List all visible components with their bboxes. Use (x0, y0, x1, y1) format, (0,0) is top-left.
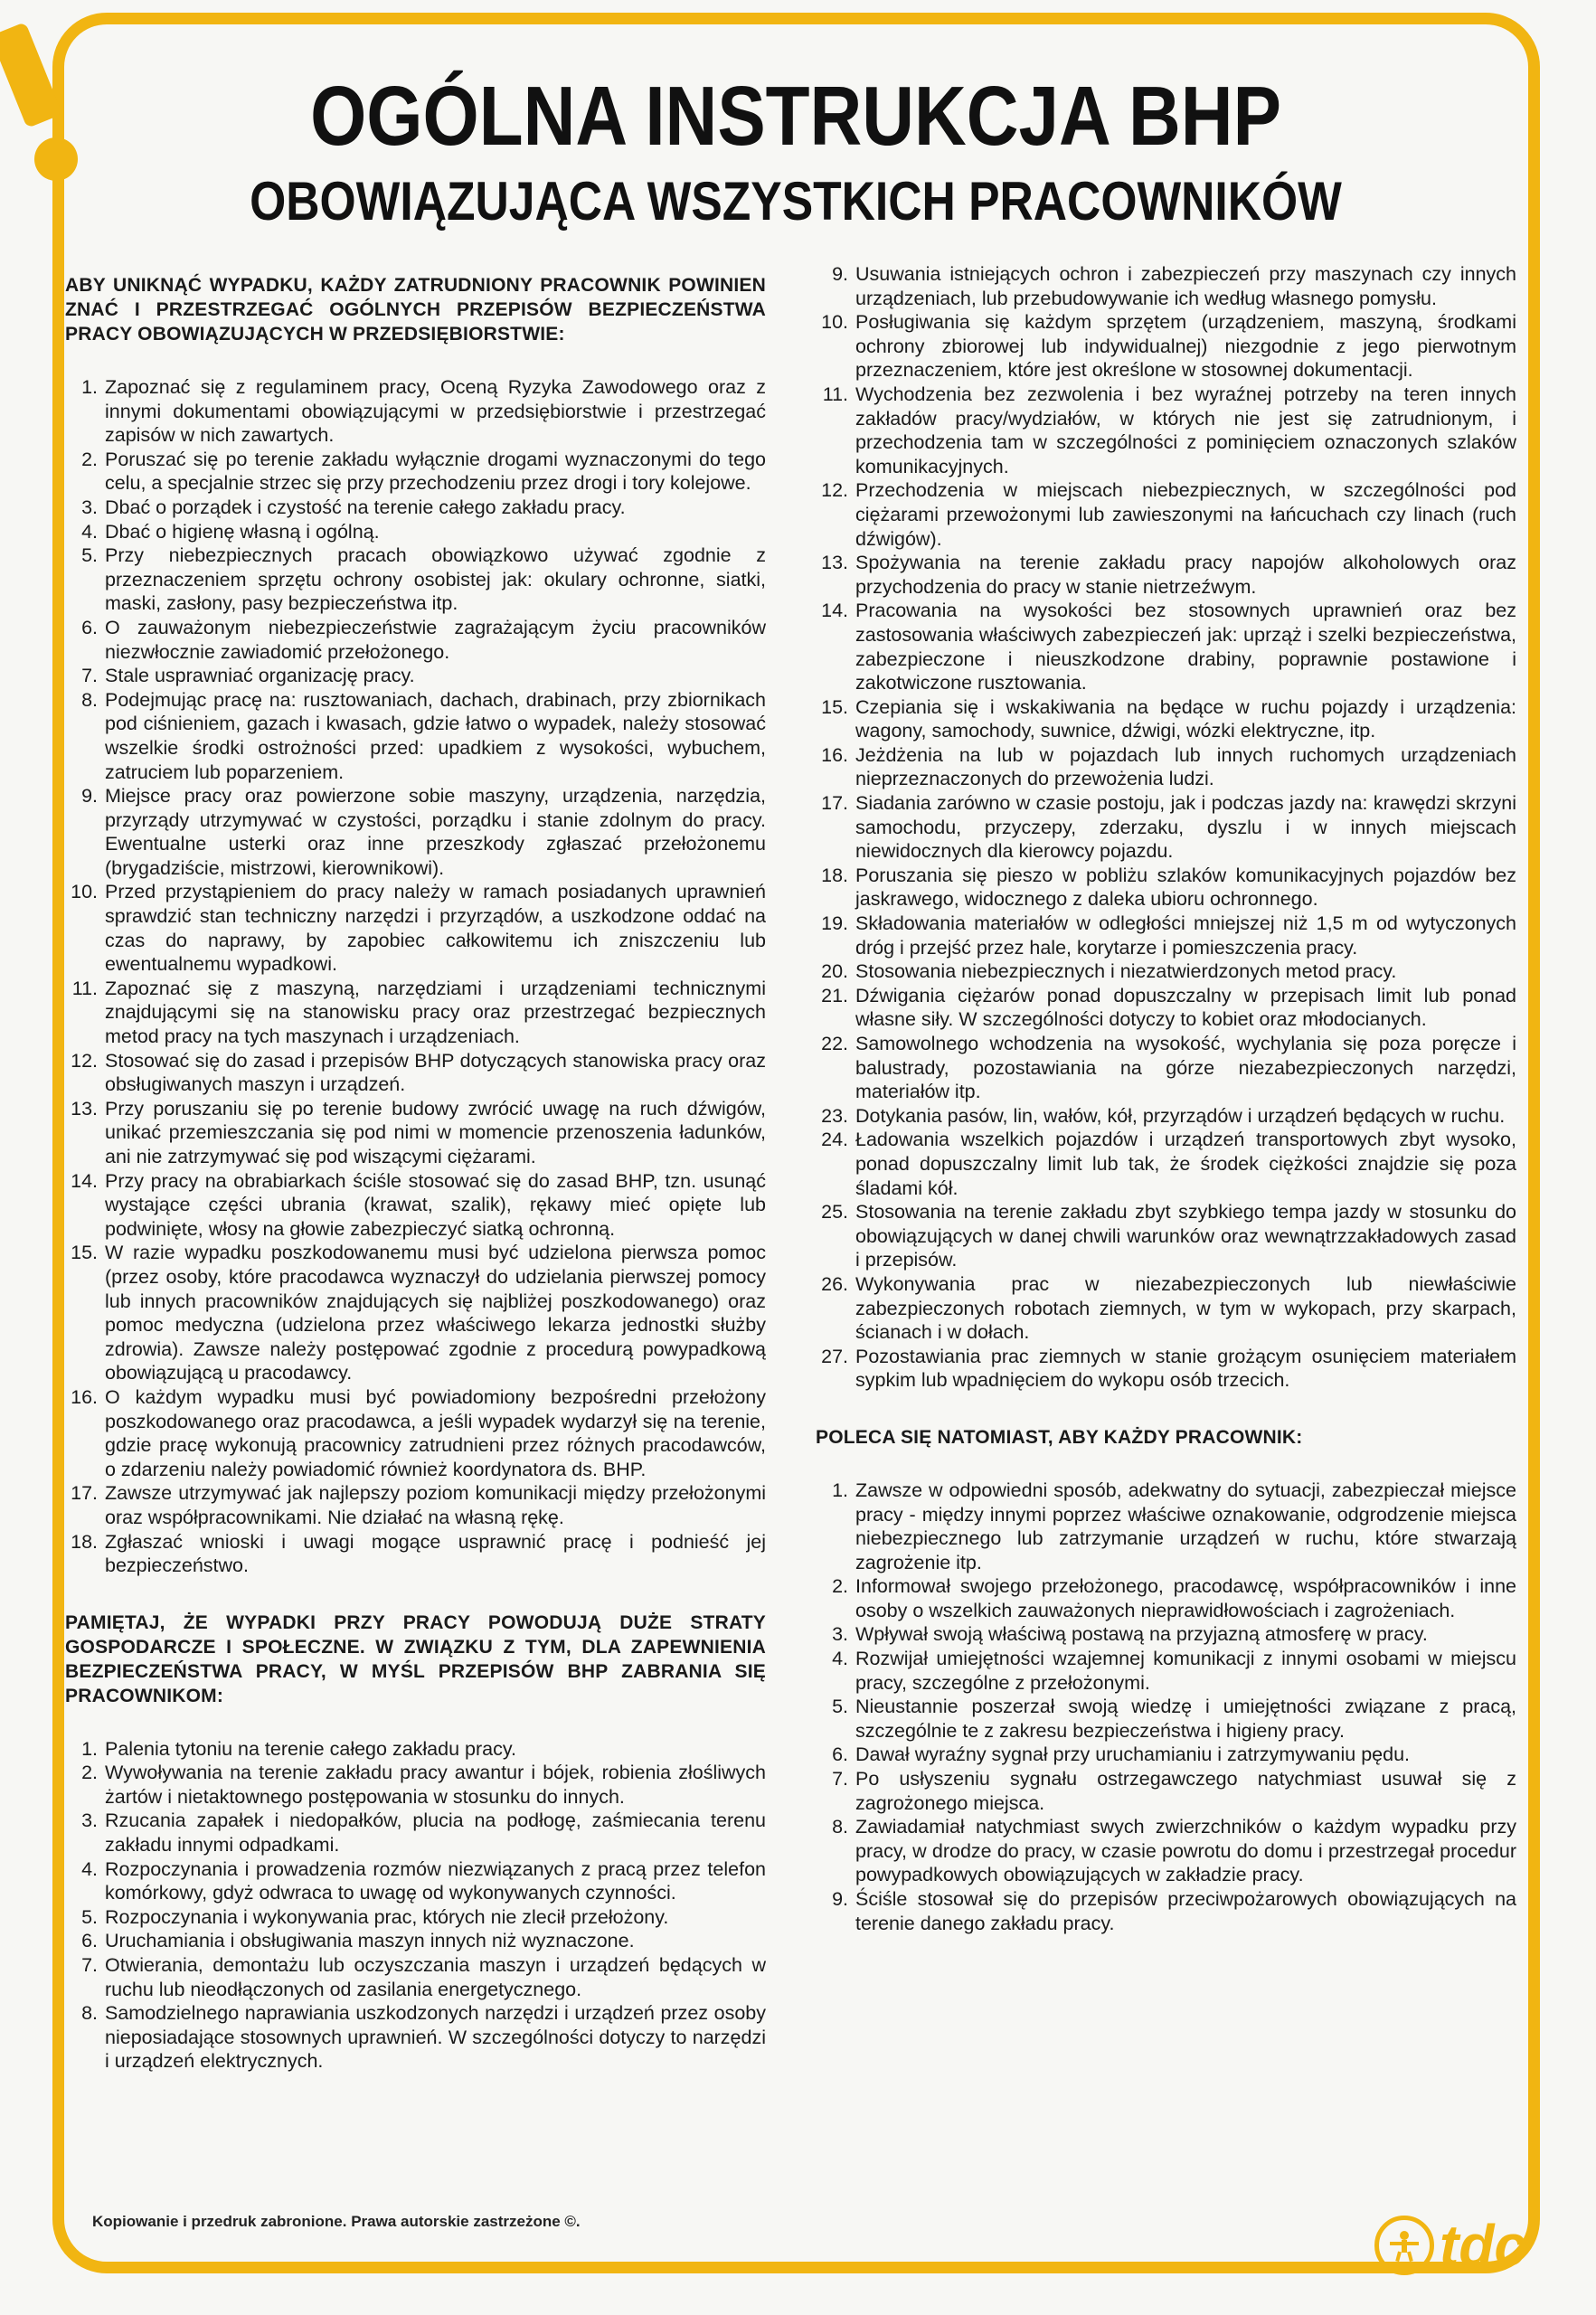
item-text: Uruchamiania i obsługiwania maszyn innych niż wyznaczone. (105, 1930, 635, 1952)
item-text: Dźwigania ciężarów ponad dopuszczalny w przepisach limit lub ponad własne siły. W szczególności dotyczy to kobiet oraz młodocianych. (855, 984, 1516, 1031)
item-text: Podejmując pracę na: rusztowaniach, dachach, drabinach, przy zbiornikach pod ciśnieniem, gazach i kwasach, gdzie łatwo o wypadek, należy stosować wszelkie środki ostrożności przed: upadkiem z wysokości, wybuchem, zatruciem lub poparzeniem. (105, 688, 766, 783)
item-number: 16. (821, 743, 848, 766)
item-number: 6. (81, 1930, 98, 1952)
list-item (816, 262, 1516, 310)
item-text: Zapoznać się z regulaminem pracy, Oceną Ryzyka Zawodowego oraz z innymi dokumentami obowiązującymi w przedsiębiorstwie i przestrzegać zapisów w nich zawartych. (105, 376, 766, 447)
item-number: 13. (71, 1097, 98, 1120)
list-item (65, 688, 766, 784)
item-number: 7. (81, 1954, 98, 1977)
item-text: W razie wypadku poszkodowanemu musi być udzielona pierwsza pomoc (przez osoby, które pracodawca wyznaczył do udzielania pierwszej pomocy lub innych pracowników znajdujących się najbliżej poszkodowanego) oraz pomoc medyczna (udzielona przez właściwego lekarza jednostki służby zdrowia). Zawsze należy postępować zgodnie z procedurą powypadkową obowiązującą u pracodawcy. (105, 1242, 766, 1384)
item-text: Stosowania niebezpiecznych i niezatwierdzonych metod pracy. (855, 960, 1397, 983)
list-item (65, 1049, 766, 1097)
item-number: 17. (71, 1482, 98, 1505)
item-text: Czepiania się i wskakiwania na będące w ruchu pojazdy i urządzenia: wagony, samochody, suwnice, dźwigi, wózki elektryczne, itp. (855, 695, 1516, 742)
item-text: Przy pracy na obrabiarkach ściśle stosować się do zasad BHP, tzn. usunąć wystające części ubrania (krawat, szalik), rękawy mieć opięte lub podwinięte, włosy na głowie zabezpieczyć siatką ochronną. (105, 1169, 766, 1240)
list-item (65, 880, 766, 976)
list-item (65, 977, 766, 1049)
item-number: 9. (81, 785, 98, 808)
list-item (816, 1647, 1516, 1695)
list-item (816, 1887, 1516, 1935)
item-text: Przechodzenia w miejscach niebezpiecznych, w szczególności pod ciężarami przewożonymi lub zawieszonymi na łańcuchach czy linach (ruch dźwigów). (855, 479, 1516, 550)
list-item (816, 959, 1516, 984)
remember-heading: PAMIĘTAJ, ŻE WYPADKI PRZY PRACY POWODUJĄ DUŻE STRATY GOSPODARCZE I SPOŁECZNE. W ZWIĄZKU Z TYM, DLA ZAPEWNIENIA BEZPIECZEŃSTWA PRACY, W MYŚL PRZEPISÓW BHP ZABRANIA SIĘ PRACOWNIKOM: (65, 1611, 766, 1706)
item-text: Nieustannie poszerzał swoją wiedzę i umiejętności związane z pracą, szczególnie te z zakresu bezpieczeństwa i higieny pracy. (855, 1696, 1516, 1742)
item-text: Palenia tytoniu na terenie całego zakładu pracy. (105, 1737, 516, 1760)
recommended-list (816, 1479, 1516, 1935)
list-item (65, 1097, 766, 1169)
item-number: 5. (81, 544, 98, 567)
item-number: 24. (821, 1129, 848, 1151)
item-text: Przed przystąpieniem do pracy należy w ramach posiadanych uprawnień sprawdzić stan techniczny narzędzi i przyrządów, a uszkodzone oddać na czas do naprawy, by zapobiec całkowitemu ich zniszczeniu lub ewentualnemu wypadkowi. (105, 881, 766, 976)
item-text: Spożywania na terenie zakładu pracy napojów alkoholowych oraz przychodzenia do pracy w stanie nietrzeźwym. (855, 552, 1516, 598)
item-text: Pracowania na wysokości bez stosownych uprawnień oraz bez zastosowania właściwych zabezpieczeń jak: uprząż i szelki bezpieczeństwa, zabezpieczone i nieuszkodzone drabiny, poprawnie postawione i zakotwiczone rusztowania. (855, 600, 1516, 694)
right-column (816, 262, 1516, 1935)
brand-logo (1374, 2212, 1526, 2279)
list-item (816, 599, 1516, 694)
list-item (65, 1905, 766, 1930)
item-number: 10. (821, 311, 848, 334)
list-item (65, 448, 766, 496)
item-text: Zawiadamiał natychmiast swych zwierzchników o każdym wypadku przy pracy, w drodze do pracy, w czasie powrotu do domu i przestrzegał procedur powypadkowych obowiązujących w zakładzie pracy. (855, 1816, 1516, 1886)
item-number: 8. (81, 2002, 98, 2025)
item-number: 5. (832, 1696, 848, 1718)
list-item (65, 1530, 766, 1578)
item-text: Rzucania zapałek i niedopałków, plucia na podłogę, zaśmiecania terenu zakładu innymi odpadkami. (105, 1809, 766, 1857)
item-number: 15. (821, 695, 848, 718)
item-text: Składowania materiałów w odległości mniejszej niż 1,5 m od wytyczonych dróg i przejść przez hale, korytarze i pomieszczenia pracy. (855, 912, 1516, 959)
item-text: Posługiwania się każdym sprzętem (urządzeniem, maszyną, środkami ochrony zbiorowej lub indywidualnej) niezgodnie z jego pierwotnym przeznaczeniem, które jest określone w stosownej dokumentacji. (855, 311, 1516, 382)
item-number: 3. (81, 1809, 98, 1832)
list-item (816, 743, 1516, 791)
item-number: 19. (821, 912, 848, 935)
list-item (816, 1479, 1516, 1574)
item-text: O każdym wypadku musi być powiadomiony bezpośredni przełożony poszkodowanego oraz pracodawca, a jeśli wypadek wydarzył się na terenie, gdzie pracę wykonują pracownicy zatrudnieni przez różnych pracodawców, o zdarzeniu należy powiadomić również koordynatora ds. BHP. (105, 1385, 766, 1480)
list-item (65, 543, 766, 616)
item-number: 14. (71, 1169, 98, 1192)
item-number: 7. (81, 665, 98, 687)
item-text: Dotykania pasów, lin, wałów, kół, przyrządów i urządzeń będących w ruchu. (855, 1104, 1506, 1127)
list-item (65, 664, 766, 688)
list-item (65, 375, 766, 448)
list-item (816, 478, 1516, 551)
item-text: Rozpoczynania i prowadzenia rozmów niezwiązanych z pracą przez telefon komórkowy, gdyż odwraca to uwagę od wykonywanych czynności. (105, 1857, 766, 1904)
list-item (65, 520, 766, 544)
item-text: Stale usprawniać organizację pracy. (105, 665, 415, 687)
list-item (816, 383, 1516, 478)
item-text: Przy poruszaniu się po terenie budowy zwrócić uwagę na ruch dźwigów, unikać przemieszczania się pod nimi w momencie przenoszenia ładunków, ani nie zatrzymywać się pod wiszącymi ciężarami. (105, 1097, 766, 1167)
left-column (65, 273, 766, 2074)
list-item (816, 1743, 1516, 1767)
item-text: Dbać o higienę własną i ogólną. (105, 520, 380, 543)
list-item (65, 496, 766, 520)
duties-list (65, 375, 766, 1578)
list-item (816, 1345, 1516, 1393)
item-number: 16. (71, 1385, 98, 1408)
list-item (816, 1200, 1516, 1272)
item-text: Wywoływania na terenie zakładu pracy awantur i bójek, robienia złośliwych żartów i nietaktownego postępowania w stosunku do innych. (105, 1762, 766, 1808)
item-number: 4. (81, 520, 98, 543)
item-number: 18. (71, 1530, 98, 1553)
item-text: Otwierania, demontażu lub oczyszczania maszyn i urządzeń będących w ruchu lub nieodłączonych od zasilania energetycznego. (105, 1954, 766, 2000)
item-text: Ładowania wszelkich pojazdów i urządzeń transportowych zbyt wysoko, ponad dopuszczalny limit lub tak, że środek ciężkości znajdzie się poza śladami kół. (855, 1129, 1516, 1199)
item-number: 20. (821, 960, 848, 983)
item-number: 21. (821, 984, 848, 1006)
list-item (65, 1241, 766, 1385)
item-number: 17. (821, 792, 848, 815)
item-text: Po usłyszeniu sygnału ostrzegawczego natychmiast usuwał się z zagrożonego miejsca. (855, 1768, 1516, 1814)
item-text: Przy niebezpiecznych pracach obowiązkowo używać zgodnie z przeznaczeniem sprzętu ochrony osobistej jak: okulary ochronne, siatki, maski, zasłony, pasy bezpieczeństwa itp. (105, 544, 766, 615)
list-item (816, 1815, 1516, 1887)
copyright-footer: Kopiowanie i przedruk zabronione. Prawa autorskie zastrzeżone ©. (92, 2213, 581, 2230)
list-item (816, 1272, 1516, 1345)
item-number: 2. (832, 1575, 848, 1598)
logo-text: tdc (1440, 2213, 1526, 2278)
list-item (816, 912, 1516, 959)
item-number: 2. (81, 1762, 98, 1784)
item-number: 12. (821, 479, 848, 502)
list-item (65, 1169, 766, 1242)
item-number: 4. (81, 1857, 98, 1880)
page-subtitle: OBOWIĄZUJĄCA WSZYSTKICH PRACOWNIKÓW (250, 171, 1342, 232)
intro-heading: ABY UNIKNĄĆ WYPADKU, KAŻDY ZATRUDNIONY PRACOWNIK POWINIEN ZNAĆ I PRZESTRZEGAĆ OGÓLNYCH PRZEPISÓW BEZPIECZEŃSTWA PRACY OBOWIĄZUJĄCYCH W PRZEDSIĘBIORSTWIE: (65, 275, 766, 345)
item-text: Wpływał swoją właściwą postawą na przyjazną atmosferę w pracy. (855, 1623, 1428, 1646)
item-number: 18. (821, 864, 848, 886)
item-number: 1. (81, 376, 98, 398)
list-item (816, 310, 1516, 383)
item-text: Poruszać się po terenie zakładu wyłącznie drogami wyznaczonymi do tego celu, a specjalnie strzec się przy przechodzeniu przez drogi i tory kolejowe. (105, 448, 766, 495)
list-item (65, 1929, 766, 1953)
item-text: Miejsce pracy oraz powierzone sobie maszyny, urządzenia, narzędzia, przyrządy utrzymywać w czystości, porządku i stanie zdolnym do pracy. Ewentualne usterki oraz inne przeszkody zgłaszać przełożonemu (brygadziście, mistrzowi, kierownikowi). (105, 785, 766, 879)
item-text: Pozostawiania prac ziemnych w stanie grożącym osunięciem materiałem sypkim lub wpadnięciem do wykopu osób trzecich. (855, 1345, 1516, 1392)
recommend-heading: POLECA SIĘ NATOMIAST, ABY KAŻDY PRACOWNIK: (816, 1426, 1303, 1448)
list-item (816, 864, 1516, 912)
item-text: Usuwania istniejących ochron i zabezpieczeń przy maszynach czy innych urządzeniach, lub przebudowywanie ich według własnego pomysłu. (855, 263, 1516, 309)
item-text: Ściśle stosował się do przepisów przeciwpożarowych obowiązujących na terenie danego zakładu pracy. (855, 1888, 1516, 1934)
item-text: Zawsze utrzymywać jak najlepszy poziom komunikacji między przełożonymi oraz współpracownikami. Nie działać na własną rękę. (105, 1482, 766, 1528)
item-number: 27. (821, 1345, 848, 1367)
item-text: Rozpoczynania i wykonywania prac, których nie zlecił przełożony. (105, 1905, 669, 1928)
page-title: OGÓLNA INSTRUKCJA BHP (310, 69, 1281, 163)
forbidden-list (65, 1737, 766, 2074)
item-number: 11. (71, 977, 98, 999)
list-item (816, 791, 1516, 864)
item-number: 13. (821, 552, 848, 574)
item-number: 15. (71, 1242, 98, 1264)
item-text: Wykonywania prac w niezabezpieczonych lub niewłaściwie zabezpieczonych robotach ziemnych, w tym w wykopach, przy skarpach, ścianach i w dołach. (855, 1272, 1516, 1344)
list-item (65, 784, 766, 880)
list-item (65, 1761, 766, 1809)
item-number: 2. (81, 448, 98, 470)
item-text: Samodzielnego naprawiania uszkodzonych narzędzi i urządzeń przez osoby nieposiadające stosownych uprawnień. W szczególności dotyczy to narzędzi i urządzeń elektrycznych. (105, 2002, 766, 2073)
item-text: Stosować się do zasad i przepisów BHP dotyczących stanowiska pracy oraz obsługiwanych maszyn i urządzeń. (105, 1049, 766, 1096)
item-text: Wychodzenia bez zezwolenia i bez wyraźnej potrzeby na teren innych zakładów pracy/wydziałów, w których nie jest się zatrudnionym, i przechodzenia tam w szczególności z pominięciem oznaczonych szlaków komunikacyjnych. (855, 383, 1516, 477)
item-number: 14. (821, 600, 848, 622)
list-item (816, 1574, 1516, 1622)
list-item (65, 1953, 766, 2001)
item-number: 4. (832, 1648, 848, 1670)
item-number: 22. (821, 1033, 848, 1054)
list-item (65, 616, 766, 664)
list-item (816, 1695, 1516, 1743)
item-number: 6. (832, 1743, 848, 1766)
item-text: Dbać o porządek i czystość na terenie całego zakładu pracy. (105, 496, 626, 518)
item-text: Rozwijał umiejętności wzajemnej komunikacji z innymi osobami w miejscu pracy, szczególne z przełożonymi. (855, 1648, 1516, 1694)
item-number: 9. (832, 1888, 848, 1910)
list-item (65, 1857, 766, 1905)
item-number: 25. (821, 1201, 848, 1224)
vitruvian-man-icon (1374, 2216, 1434, 2275)
item-number: 3. (81, 496, 98, 518)
item-number: 23. (821, 1104, 848, 1127)
list-item (816, 551, 1516, 599)
forbidden-list-continued (816, 262, 1516, 1393)
list-item (65, 1737, 766, 1762)
item-number: 9. (832, 263, 848, 285)
item-number: 26. (821, 1272, 848, 1295)
list-item (816, 984, 1516, 1032)
item-text: Poruszania się pieszo w pobliżu szlaków komunikacyjnych pojazdów bez jaskrawego, widocznego z daleka ubioru ochronnego. (855, 864, 1516, 911)
list-item (816, 1128, 1516, 1200)
item-number: 1. (832, 1479, 848, 1501)
list-item (65, 1385, 766, 1481)
item-number: 8. (832, 1816, 848, 1838)
exclamation-dot-icon (34, 137, 78, 181)
list-item (816, 1032, 1516, 1104)
list-item (816, 1104, 1516, 1129)
item-text: Informował swojego przełożonego, pracodawcę, współpracowników i inne osoby o wszelkich zauważonych nieprawidłowościach i zagrożeniach. (855, 1575, 1516, 1621)
item-text: Siadania zarówno w czasie postoju, jak i podczas jazdy na: krawędzi skrzyni samochodu, przyczepy, zderzaku, dyszlu i w innych miejscach niewidocznych dla kierowcy pojazdu. (855, 792, 1516, 863)
item-number: 5. (81, 1905, 98, 1928)
item-number: 11. (822, 383, 848, 405)
item-number: 8. (81, 688, 98, 711)
item-text: Dawał wyraźny sygnał przy uruchamianiu i zatrzymywaniu pędu. (855, 1743, 1411, 1766)
list-item (816, 1622, 1516, 1647)
list-item (65, 2001, 766, 2074)
item-number: 1. (81, 1737, 98, 1760)
list-item (65, 1481, 766, 1529)
item-number: 10. (71, 881, 98, 903)
item-number: 3. (832, 1623, 848, 1646)
list-item (816, 1767, 1516, 1815)
list-item (65, 1809, 766, 1857)
item-text: Zapoznać się z maszyną, narzędziami i urządzeniami technicznymi znajdującymi się na stanowisku pracy oraz przestrzegać bezpiecznych metod pracy na tych maszynach i urządzeniach. (105, 977, 766, 1048)
item-text: Jeżdżenia na lub w pojazdach lub innych ruchomych urządzeniach nieprzeznaczonych do przewożenia ludzi. (855, 743, 1516, 790)
item-text: Stosowania na terenie zakładu zbyt szybkiego tempa jazdy w stosunku do obowiązujących w danej chwili warunków oraz wewnątrzzakładowych zasad i przepisów. (855, 1201, 1516, 1271)
item-text: O zauważonym niebezpieczeństwie zagrażającym życiu pracowników niezwłocznie zawiadomić przełożonego. (105, 616, 766, 663)
item-number: 12. (71, 1049, 98, 1072)
item-text: Zawsze w odpowiedni sposób, adekwatny do sytuacji, zabezpieczał miejsce pracy - między innymi poprzez właściwe oznakowanie, odgrodzenie miejsca niebezpiecznego lub zatrzymanie urządzeń w ruchu, które stwarzają zagrożenie itp. (855, 1479, 1516, 1573)
item-number: 7. (832, 1768, 848, 1791)
item-text: Samowolnego wchodzenia na wysokość, wychylania się poza poręcze i balustrady, pozostawiania na górze niezabezpieczonych narzędzi, materiałów itp. (855, 1033, 1516, 1103)
list-item (816, 695, 1516, 743)
item-text: Zgłaszać wnioski i uwagi mogące usprawnić pracę i podnieść jej bezpieczeństwo. (105, 1530, 766, 1577)
item-number: 6. (81, 616, 98, 638)
